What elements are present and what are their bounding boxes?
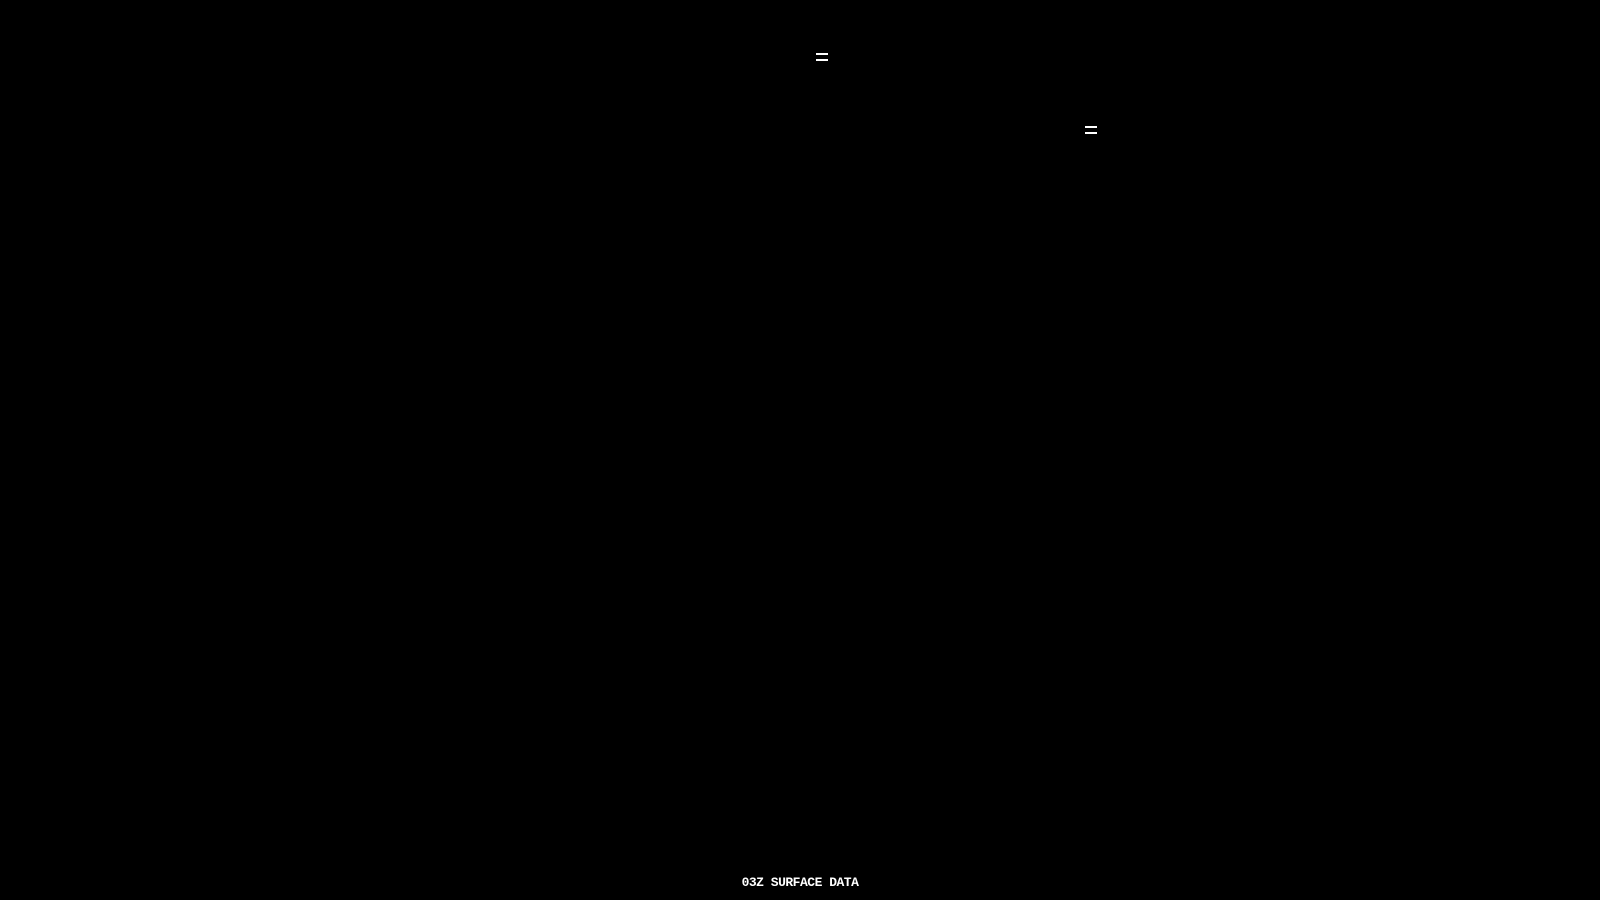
mist-weather-icon	[816, 53, 828, 61]
map-title: 03Z SURFACE DATA	[741, 875, 859, 890]
mist-weather-icon	[1085, 126, 1097, 134]
